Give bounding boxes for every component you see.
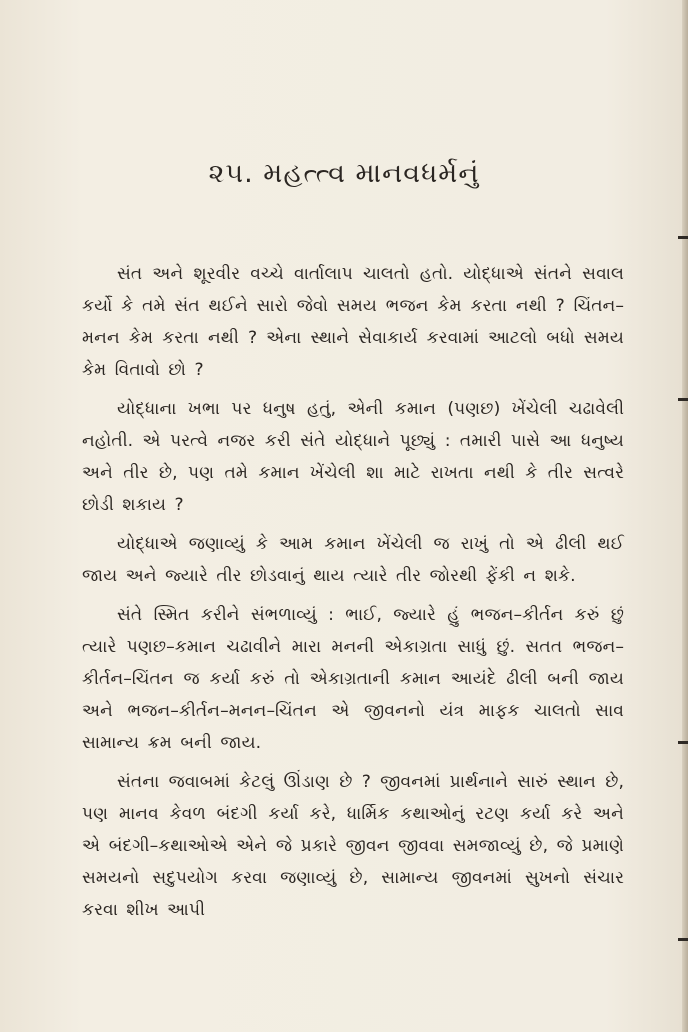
page-edge	[682, 0, 688, 1032]
body-text	[82, 258, 624, 933]
margin-mark	[678, 398, 688, 401]
paragraph-4: સંતે સ્મિત કરીને સંભળાવ્યું : ભાઈ, જ્યારે હું ભજન–કીર્તન કરું છું ત્યારે પણછ–કમાન ચઢાવીને મારા મનની એકાગ્રતા સાધું છું. સતત ભજન–કીર્તન–ચિંતન જ કર્યા કરું તો એકાગ્રતાની કમાન આયંદે ઢીલી બની જાય અને ભજન–કીર્તન–મનન–ચિંતન એ જીવનનો યંત્ર માફક ચાલતો સાવ સામાન્ય ક્રમ બની જાય.	[82, 605, 624, 753]
margin-mark	[678, 741, 688, 744]
paragraph-1: સંત અને શૂરવીર વચ્ચે વાર્તાલાપ ચાલતો હતો. યોદ્ધાએ સંતને સવાલ કર્યો કે તમે સંત થઈને સારો જેવો સમય ભજન કેમ કરતા નથી ? ચિંતન–મનન કેમ કરતા નથી ? એના સ્થાને સેવાકાર્ય કરવામાં આટલો બધો સમય કેમ વિતાવો છો ?	[82, 264, 624, 380]
paragraph-3: યોદ્ધાએ જણાવ્યું કે આમ કમાન ખેંચેલી જ રાખું તો એ ઢીલી થઈ જાય અને જ્યારે તીર છોડવાનું થાય ત્યારે તીર જોરથી ફેંકી ન શકે.	[82, 534, 624, 586]
margin-mark	[678, 236, 688, 239]
chapter-title: ૨૫. મહત્ત્વ માનવધર્મનું	[208, 158, 480, 189]
paragraph-5: સંતના જવાબમાં કેટલું ઊંડાણ છે ? જીવનમાં પ્રાર્થનાને સારું સ્થાન છે, પણ માનવ કેવળ બંદગી કર્યા કરે, ધાર્મિક કથાઓનું રટણ કર્યા કરે અને એ બંદગી–કથાઓએ એને જે પ્રકારે જીવન જીવવા સમજાવ્યું છે, જે પ્રમાણે સમયનો સદુપયોગ કરવા જણાવ્યું છે, સામાન્ય જીવનમાં સુખનો સંચાર કરવા શીખ આપી	[82, 772, 624, 920]
paragraph-2: યોદ્ધાના ખભા પર ધનુષ હતું, એની કમાન (પણછ) ખેંચેલી ચઢાવેલી નહોતી. એ પરત્વે નજર કરી સંતે યોદ્ધાને પૂછ્યું : તમારી પાસે આ ધનુષ્ય અને તીર છે, પણ તમે કમાન ખેંચેલી શા માટે રાખતા નથી કે તીર સત્વરે છોડી શકાય ?	[82, 399, 624, 515]
margin-mark	[678, 938, 688, 941]
